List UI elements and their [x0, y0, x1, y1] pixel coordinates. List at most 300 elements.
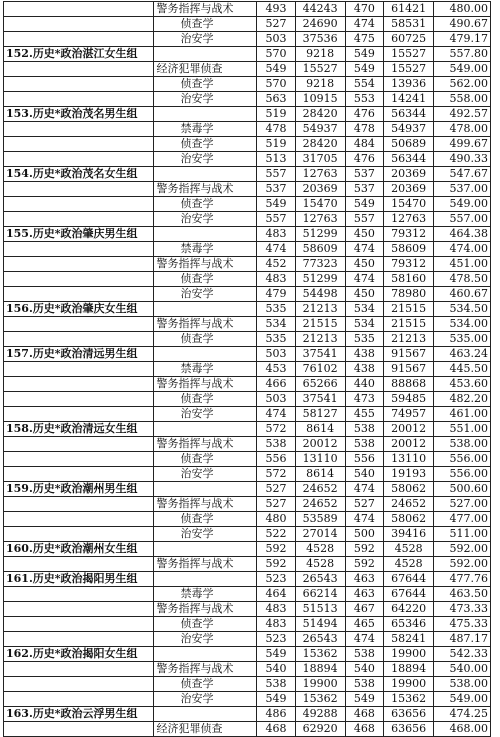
max-rank-cell: 15362 — [295, 647, 345, 662]
major-name-cell: 警务指挥与战术 — [154, 557, 257, 572]
max-score-cell: 523 — [257, 572, 296, 587]
max-rank-cell: 28420 — [295, 137, 345, 152]
max-score-cell: 527 — [257, 482, 296, 497]
min-score-cell: 540 — [345, 662, 384, 677]
min-rank-cell: 19900 — [384, 647, 434, 662]
major-name-cell: 侦查学 — [154, 17, 257, 32]
major-name-cell: 警务指挥与战术 — [154, 182, 257, 197]
min-rank-cell: 58160 — [384, 272, 434, 287]
max-rank-cell: 58127 — [295, 407, 345, 422]
max-score-cell: 535 — [257, 302, 296, 317]
min-rank-cell: 91567 — [384, 362, 434, 377]
group-name-cell — [4, 677, 154, 692]
max-score-cell: 540 — [257, 662, 296, 677]
min-score-cell: 538 — [345, 677, 384, 692]
min-rank-cell: 63656 — [384, 722, 434, 737]
min-rank-cell: 67644 — [384, 587, 434, 602]
group-name-cell — [4, 392, 154, 407]
major-row — [4, 692, 491, 707]
avg-score-cell: 511.00 — [434, 527, 491, 542]
avg-score-cell: 535.00 — [434, 332, 491, 347]
avg-score-cell: 482.20 — [434, 392, 491, 407]
min-score-cell: 474 — [345, 272, 384, 287]
min-rank-cell: 20012 — [384, 437, 434, 452]
max-score-cell: 483 — [257, 227, 296, 242]
max-score-cell: 549 — [257, 647, 296, 662]
min-score-cell: 465 — [345, 617, 384, 632]
min-score-cell: 450 — [345, 227, 384, 242]
group-name-cell — [4, 467, 154, 482]
group-header-row — [4, 542, 491, 557]
avg-score-cell: 499.67 — [434, 137, 491, 152]
min-score-cell: 474 — [345, 632, 384, 647]
min-score-cell: 474 — [345, 242, 384, 257]
major-name-cell: 侦查学 — [154, 197, 257, 212]
max-score-cell: 513 — [257, 152, 296, 167]
major-row — [4, 317, 491, 332]
major-name-cell — [154, 347, 257, 362]
min-rank-cell: 58062 — [384, 512, 434, 527]
max-score-cell: 519 — [257, 137, 296, 152]
group-name-cell — [4, 512, 154, 527]
min-score-cell: 527 — [345, 497, 384, 512]
max-rank-cell: 9218 — [295, 47, 345, 62]
major-name-cell: 治安学 — [154, 467, 257, 482]
min-score-cell: 538 — [345, 422, 384, 437]
min-rank-cell: 54937 — [384, 122, 434, 137]
avg-score-cell: 474.00 — [434, 242, 491, 257]
min-rank-cell: 79312 — [384, 257, 434, 272]
max-rank-cell: 51494 — [295, 617, 345, 632]
min-score-cell: 467 — [345, 602, 384, 617]
major-row — [4, 377, 491, 392]
major-row — [4, 662, 491, 677]
group-name-cell: 154.历史*政治茂名女生组 — [4, 167, 154, 182]
avg-score-cell: 478.50 — [434, 272, 491, 287]
major-row — [4, 407, 491, 422]
major-name-cell: 禁毒学 — [154, 122, 257, 137]
min-score-cell: 534 — [345, 302, 384, 317]
max-score-cell: 572 — [257, 467, 296, 482]
major-name-cell — [154, 542, 257, 557]
major-name-cell: 警务指挥与战术 — [154, 602, 257, 617]
avg-score-cell: 453.60 — [434, 377, 491, 392]
min-score-cell: 473 — [345, 392, 384, 407]
avg-score-cell: 477.00 — [434, 512, 491, 527]
max-rank-cell: 37541 — [295, 347, 345, 362]
avg-score-cell: 547.67 — [434, 167, 491, 182]
major-name-cell: 侦查学 — [154, 77, 257, 92]
group-name-cell — [4, 77, 154, 92]
avg-score-cell: 478.00 — [434, 122, 491, 137]
min-score-cell: 549 — [345, 62, 384, 77]
min-rank-cell: 13110 — [384, 452, 434, 467]
max-score-cell: 522 — [257, 527, 296, 542]
max-score-cell: 549 — [257, 197, 296, 212]
group-name-cell: 159.历史*政治潮州男生组 — [4, 482, 154, 497]
max-score-cell: 483 — [257, 272, 296, 287]
min-rank-cell: 39416 — [384, 527, 434, 542]
major-name-cell: 经济犯罪侦查 — [154, 62, 257, 77]
avg-score-cell: 538.00 — [434, 677, 491, 692]
max-rank-cell: 13110 — [295, 452, 345, 467]
min-score-cell: 538 — [345, 437, 384, 452]
major-row — [4, 257, 491, 272]
max-rank-cell: 53589 — [295, 512, 345, 527]
min-rank-cell: 4528 — [384, 542, 434, 557]
major-name-cell — [154, 572, 257, 587]
max-score-cell: 483 — [257, 602, 296, 617]
max-score-cell: 570 — [257, 47, 296, 62]
max-score-cell: 474 — [257, 407, 296, 422]
major-row — [4, 587, 491, 602]
group-name-cell — [4, 212, 154, 227]
avg-score-cell: 527.00 — [434, 497, 491, 512]
max-rank-cell: 21213 — [295, 332, 345, 347]
max-rank-cell: 51299 — [295, 227, 345, 242]
group-header-row — [4, 227, 491, 242]
group-name-cell — [4, 617, 154, 632]
avg-score-cell: 473.33 — [434, 602, 491, 617]
max-score-cell: 570 — [257, 77, 296, 92]
major-row — [4, 2, 491, 17]
avg-score-cell: 490.33 — [434, 152, 491, 167]
max-rank-cell: 12763 — [295, 167, 345, 182]
min-rank-cell: 88868 — [384, 377, 434, 392]
max-rank-cell: 15527 — [295, 62, 345, 77]
avg-score-cell: 549.00 — [434, 692, 491, 707]
group-name-cell — [4, 242, 154, 257]
max-score-cell: 452 — [257, 257, 296, 272]
group-name-cell — [4, 152, 154, 167]
major-row — [4, 497, 491, 512]
max-score-cell: 535 — [257, 332, 296, 347]
max-score-cell: 592 — [257, 557, 296, 572]
max-rank-cell: 9218 — [295, 77, 345, 92]
max-score-cell: 538 — [257, 677, 296, 692]
min-score-cell: 476 — [345, 107, 384, 122]
major-name-cell: 治安学 — [154, 287, 257, 302]
min-rank-cell: 24652 — [384, 497, 434, 512]
min-rank-cell: 91567 — [384, 347, 434, 362]
major-name-cell: 侦查学 — [154, 272, 257, 287]
min-rank-cell: 63656 — [384, 707, 434, 722]
major-name-cell: 警务指挥与战术 — [154, 377, 257, 392]
group-name-cell — [4, 632, 154, 647]
major-name-cell: 经济犯罪侦查 — [154, 722, 257, 737]
avg-score-cell: 557.80 — [434, 47, 491, 62]
max-score-cell: 534 — [257, 317, 296, 332]
min-score-cell: 538 — [345, 647, 384, 662]
avg-score-cell: 451.00 — [434, 257, 491, 272]
group-name-cell — [4, 452, 154, 467]
group-name-cell: 152.历史*政治湛江女生组 — [4, 47, 154, 62]
avg-score-cell: 542.33 — [434, 647, 491, 662]
group-name-cell — [4, 257, 154, 272]
group-name-cell: 162.历史*政治揭阳女生组 — [4, 647, 154, 662]
max-rank-cell: 21213 — [295, 302, 345, 317]
max-rank-cell: 76102 — [295, 362, 345, 377]
max-score-cell: 527 — [257, 497, 296, 512]
avg-score-cell: 474.25 — [434, 707, 491, 722]
min-rank-cell: 78980 — [384, 287, 434, 302]
avg-score-cell: 551.00 — [434, 422, 491, 437]
max-rank-cell: 10915 — [295, 92, 345, 107]
min-score-cell: 476 — [345, 152, 384, 167]
max-score-cell: 527 — [257, 17, 296, 32]
min-score-cell: 554 — [345, 77, 384, 92]
max-rank-cell: 62920 — [295, 722, 345, 737]
min-rank-cell: 15527 — [384, 62, 434, 77]
group-name-cell: 158.历史*政治清远女生组 — [4, 422, 154, 437]
min-rank-cell: 58062 — [384, 482, 434, 497]
group-name-cell — [4, 197, 154, 212]
major-row — [4, 632, 491, 647]
avg-score-cell: 549.00 — [434, 197, 491, 212]
min-score-cell: 470 — [345, 2, 384, 17]
group-name-cell — [4, 332, 154, 347]
group-name-cell — [4, 2, 154, 17]
major-row — [4, 197, 491, 212]
min-rank-cell: 20012 — [384, 422, 434, 437]
major-row — [4, 467, 491, 482]
min-rank-cell: 50689 — [384, 137, 434, 152]
group-name-cell — [4, 527, 154, 542]
major-row — [4, 677, 491, 692]
major-row — [4, 122, 491, 137]
avg-score-cell: 464.38 — [434, 227, 491, 242]
group-name-cell — [4, 557, 154, 572]
group-name-cell — [4, 497, 154, 512]
min-rank-cell: 59485 — [384, 392, 434, 407]
max-rank-cell: 58609 — [295, 242, 345, 257]
major-name-cell: 侦查学 — [154, 452, 257, 467]
major-name-cell: 治安学 — [154, 632, 257, 647]
avg-score-cell: 460.67 — [434, 287, 491, 302]
max-score-cell: 556 — [257, 452, 296, 467]
max-rank-cell: 54937 — [295, 122, 345, 137]
min-score-cell: 450 — [345, 287, 384, 302]
max-rank-cell: 49288 — [295, 707, 345, 722]
admission-score-table — [3, 1, 491, 737]
major-name-cell: 警务指挥与战术 — [154, 257, 257, 272]
major-name-cell: 禁毒学 — [154, 362, 257, 377]
min-score-cell: 474 — [345, 512, 384, 527]
table-body — [4, 2, 491, 737]
max-score-cell: 549 — [257, 692, 296, 707]
major-row — [4, 287, 491, 302]
min-rank-cell: 14241 — [384, 92, 434, 107]
max-score-cell: 557 — [257, 212, 296, 227]
major-row — [4, 62, 491, 77]
min-rank-cell: 15362 — [384, 692, 434, 707]
group-name-cell — [4, 362, 154, 377]
max-rank-cell: 4528 — [295, 557, 345, 572]
min-rank-cell: 4528 — [384, 557, 434, 572]
max-rank-cell: 31705 — [295, 152, 345, 167]
major-name-cell: 警务指挥与战术 — [154, 662, 257, 677]
max-rank-cell: 27014 — [295, 527, 345, 542]
group-name-cell: 157.历史*政治清远男生组 — [4, 347, 154, 362]
group-header-row — [4, 707, 491, 722]
major-name-cell: 警务指挥与战术 — [154, 2, 257, 17]
major-name-cell: 警务指挥与战术 — [154, 317, 257, 332]
min-rank-cell: 58241 — [384, 632, 434, 647]
group-name-cell — [4, 137, 154, 152]
major-row — [4, 77, 491, 92]
major-name-cell: 禁毒学 — [154, 587, 257, 602]
avg-score-cell: 562.00 — [434, 77, 491, 92]
min-score-cell: 553 — [345, 92, 384, 107]
min-score-cell: 556 — [345, 452, 384, 467]
max-rank-cell: 24652 — [295, 497, 345, 512]
major-row — [4, 242, 491, 257]
avg-score-cell: 500.60 — [434, 482, 491, 497]
max-score-cell: 486 — [257, 707, 296, 722]
group-name-cell — [4, 287, 154, 302]
group-name-cell — [4, 437, 154, 452]
min-rank-cell: 21213 — [384, 332, 434, 347]
max-rank-cell: 8614 — [295, 467, 345, 482]
avg-score-cell: 538.00 — [434, 437, 491, 452]
min-score-cell: 549 — [345, 197, 384, 212]
major-row — [4, 152, 491, 167]
major-name-cell — [154, 107, 257, 122]
max-score-cell: 479 — [257, 287, 296, 302]
major-name-cell: 治安学 — [154, 92, 257, 107]
min-score-cell: 549 — [345, 47, 384, 62]
avg-score-cell: 461.00 — [434, 407, 491, 422]
avg-score-cell: 480.00 — [434, 2, 491, 17]
min-score-cell: 535 — [345, 332, 384, 347]
avg-score-cell: 468.00 — [434, 722, 491, 737]
min-rank-cell: 20369 — [384, 182, 434, 197]
major-name-cell — [154, 482, 257, 497]
group-name-cell: 155.历史*政治肇庆男生组 — [4, 227, 154, 242]
avg-score-cell: 463.24 — [434, 347, 491, 362]
avg-score-cell: 540.00 — [434, 662, 491, 677]
group-name-cell — [4, 32, 154, 47]
min-score-cell: 474 — [345, 17, 384, 32]
min-score-cell: 500 — [345, 527, 384, 542]
min-rank-cell: 67644 — [384, 572, 434, 587]
group-name-cell — [4, 722, 154, 737]
max-rank-cell: 15470 — [295, 197, 345, 212]
avg-score-cell: 487.17 — [434, 632, 491, 647]
min-score-cell: 440 — [345, 377, 384, 392]
min-rank-cell: 56344 — [384, 107, 434, 122]
major-row — [4, 272, 491, 287]
min-score-cell: 468 — [345, 707, 384, 722]
max-score-cell: 503 — [257, 392, 296, 407]
major-name-cell: 侦查学 — [154, 677, 257, 692]
max-rank-cell: 20012 — [295, 437, 345, 452]
major-name-cell: 侦查学 — [154, 617, 257, 632]
min-rank-cell: 13936 — [384, 77, 434, 92]
min-score-cell: 468 — [345, 722, 384, 737]
min-score-cell: 592 — [345, 557, 384, 572]
avg-score-cell: 549.00 — [434, 62, 491, 77]
min-score-cell: 549 — [345, 692, 384, 707]
avg-score-cell: 475.33 — [434, 617, 491, 632]
group-header-row — [4, 572, 491, 587]
max-score-cell: 453 — [257, 362, 296, 377]
major-row — [4, 137, 491, 152]
max-score-cell: 592 — [257, 542, 296, 557]
major-row — [4, 182, 491, 197]
major-name-cell: 禁毒学 — [154, 242, 257, 257]
major-row — [4, 602, 491, 617]
major-name-cell — [154, 47, 257, 62]
major-name-cell: 警务指挥与战术 — [154, 497, 257, 512]
avg-score-cell: 445.50 — [434, 362, 491, 377]
min-rank-cell: 15527 — [384, 47, 434, 62]
avg-score-cell: 477.76 — [434, 572, 491, 587]
avg-score-cell: 558.00 — [434, 92, 491, 107]
major-name-cell — [154, 227, 257, 242]
min-score-cell: 540 — [345, 467, 384, 482]
avg-score-cell: 479.17 — [434, 32, 491, 47]
major-name-cell — [154, 422, 257, 437]
major-row — [4, 437, 491, 452]
major-name-cell — [154, 707, 257, 722]
major-row — [4, 212, 491, 227]
avg-score-cell: 537.00 — [434, 182, 491, 197]
min-score-cell: 438 — [345, 362, 384, 377]
major-row — [4, 32, 491, 47]
max-rank-cell: 12763 — [295, 212, 345, 227]
major-row — [4, 392, 491, 407]
min-rank-cell: 12763 — [384, 212, 434, 227]
avg-score-cell: 556.00 — [434, 452, 491, 467]
min-score-cell: 450 — [345, 257, 384, 272]
avg-score-cell: 492.57 — [434, 107, 491, 122]
group-header-row — [4, 167, 491, 182]
max-score-cell: 537 — [257, 182, 296, 197]
major-name-cell — [154, 302, 257, 317]
major-name-cell: 警务指挥与战术 — [154, 437, 257, 452]
min-score-cell: 557 — [345, 212, 384, 227]
major-name-cell: 侦查学 — [154, 137, 257, 152]
group-header-row — [4, 647, 491, 662]
min-score-cell: 463 — [345, 587, 384, 602]
major-row — [4, 557, 491, 572]
group-name-cell — [4, 272, 154, 287]
max-score-cell: 483 — [257, 617, 296, 632]
max-score-cell: 478 — [257, 122, 296, 137]
min-score-cell: 463 — [345, 572, 384, 587]
max-rank-cell: 37541 — [295, 392, 345, 407]
major-name-cell: 侦查学 — [154, 332, 257, 347]
max-score-cell: 503 — [257, 32, 296, 47]
max-rank-cell: 51513 — [295, 602, 345, 617]
major-name-cell: 治安学 — [154, 32, 257, 47]
min-score-cell: 537 — [345, 182, 384, 197]
group-name-cell — [4, 62, 154, 77]
min-rank-cell: 20369 — [384, 167, 434, 182]
avg-score-cell: 490.67 — [434, 17, 491, 32]
max-score-cell: 557 — [257, 167, 296, 182]
min-score-cell: 478 — [345, 122, 384, 137]
max-rank-cell: 54498 — [295, 287, 345, 302]
max-score-cell: 519 — [257, 107, 296, 122]
group-name-cell: 153.历史*政治茂名男生组 — [4, 107, 154, 122]
max-rank-cell: 21515 — [295, 317, 345, 332]
max-rank-cell: 66214 — [295, 587, 345, 602]
group-name-cell — [4, 587, 154, 602]
major-row — [4, 527, 491, 542]
avg-score-cell: 556.00 — [434, 467, 491, 482]
